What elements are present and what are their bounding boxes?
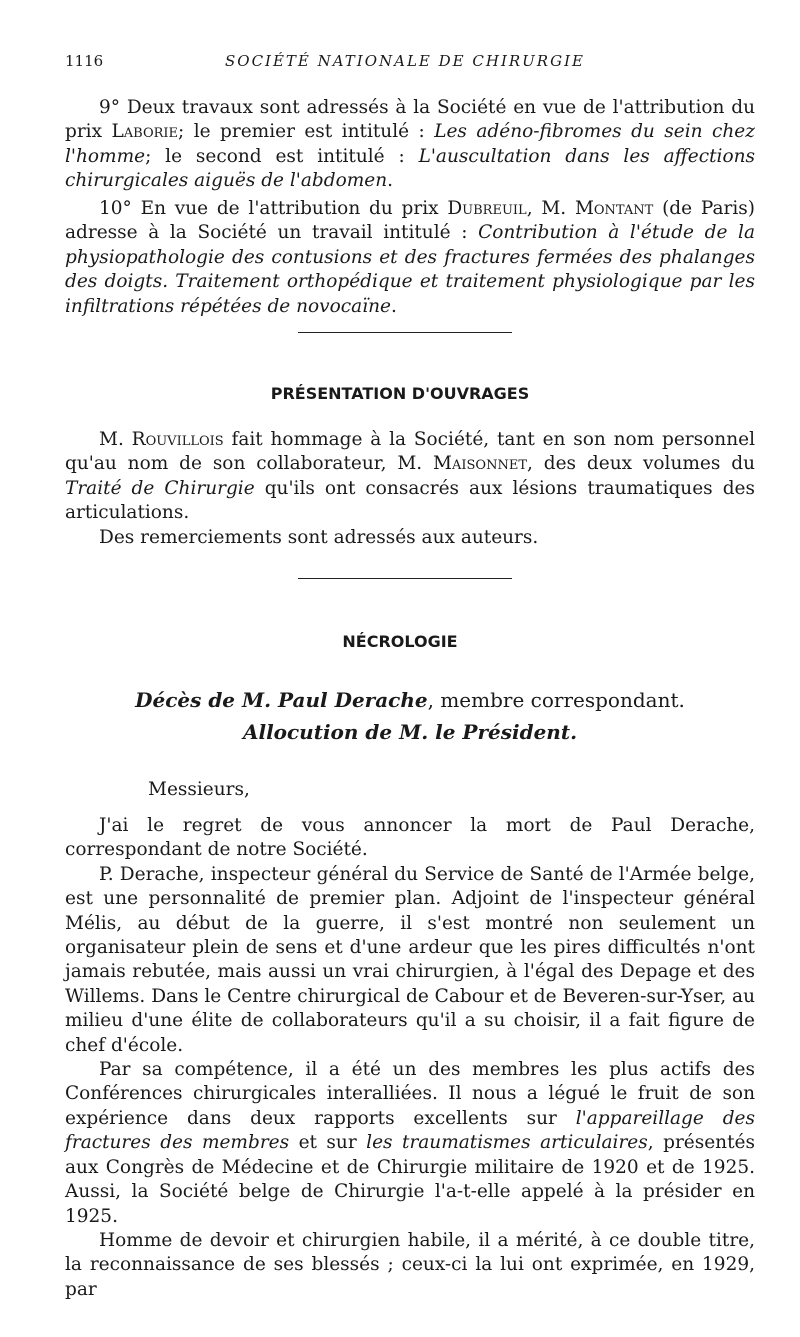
item-10-paragraph <box>65 197 755 319</box>
section-divider <box>298 578 512 579</box>
work-title: l'appareillage des fractures des membres <box>65 1107 755 1154</box>
salutation: Messieurs, <box>148 779 250 800</box>
text-run: , M. <box>526 198 575 219</box>
name-montant: Montant <box>574 198 654 219</box>
section-heading-necrologie: NÉCROLOGIE <box>342 632 458 651</box>
name-dubreuil: Dubreuil <box>447 198 527 219</box>
name-rouvillois: Rouvillois <box>131 429 224 450</box>
work-title: les traumatismes articulaires <box>366 1132 648 1154</box>
text-run: qu'ils ont consacrés aux lésions traumatiques des articulations. <box>65 477 755 524</box>
item-9-paragraph <box>65 96 755 194</box>
text-run: Par sa compétence, il a été un des membres les plus actifs des Conférences chirurgicales interalliées. Il nous a légué le fruit de son expérience dans deux rapports excellents sur <box>65 1059 755 1129</box>
section-heading-presentation: PRÉSENTATION D'OUVRAGES <box>270 384 530 403</box>
obituary-body <box>65 814 755 1302</box>
obituary-paragraph-3 <box>65 1058 755 1229</box>
text-run: . <box>387 170 394 192</box>
text-run: fait hommage à la Société, tant en son nom personnel qu'au nom de son collaborateur, M. <box>65 429 755 475</box>
page-number: 1116 <box>65 52 104 70</box>
name-laborie: Laborie <box>111 121 179 143</box>
obituary-paragraph-2: P. Derache, inspecteur général du Service de Santé de l'Armée belge, est une personnalité de premier plan. Adjoint de l'inspecteur général Mélis, au début de la guerre, il s'est montré non seulement un organisateur plein de sens et d'une ardeur que les pires difficultés n'ont jamais rebutée, mais aussi un vrai chirurgien, à l'égal des Depage et des Willems. Dans le Centre chirurgical de Cabour et de Beveren-sur-Yser, au milieu d'une élite de collaborateurs qu'il a su choisir, il a fait figure de chef d'école. <box>65 863 755 1056</box>
text-run: ; le premier est intitulé : <box>178 121 435 143</box>
obituary-paragraph-1: J'ai le regret de vous annoncer la mort de Paul Derache, correspondant de notre Société. <box>65 815 755 861</box>
text-run: 9° Deux travaux sont adressés à la Société en vue de l'attribution du prix <box>65 97 755 143</box>
obituary-paragraph-4: Homme de devoir et chirurgien habile, il a mérité, à ce double titre, la reconnaissance de ses blessés ; ceux-ci la lui ont exprimée, en 1929, par <box>65 1229 755 1300</box>
text-run: et sur <box>289 1132 367 1154</box>
work-title: Contribution à l'étude de la physiopathologie des contusions et des fractures fermées des phalanges des doigts. Traitement orthopédique et traitement physiologique par les infiltrations répétées de novocaïne <box>65 222 755 317</box>
journal-title: SOCIÉTÉ NATIONALE DE CHIRURGIE <box>225 52 585 70</box>
text-run: , présentés aux Congrès de Médecine et de Chirurgie militaire de 1920 et de 1925. Aussi, la Société belge de Chirurgie l'a-t-elle appelé à la présider en 1925. <box>65 1132 755 1227</box>
text-run: M. <box>99 429 132 450</box>
work-title: Les adéno-fibromes du sein chez l'homme <box>65 121 755 167</box>
obituary-title-name: Décès de M. Paul Derache <box>135 688 428 712</box>
presentation-paragraph <box>65 428 755 550</box>
obituary-title <box>65 684 755 748</box>
section-divider <box>298 332 512 333</box>
name-maisonnet: Maisonnet <box>433 453 527 475</box>
obituary-title-role: , membre correspondant. <box>427 688 685 712</box>
text-run: 10° En vue de l'attribution du prix <box>99 198 448 219</box>
text-run: , des deux volumes du <box>527 453 755 475</box>
book-title: Traité de Chirurgie <box>65 477 255 499</box>
work-title: L'auscultation dans les affections chirurgicales aiguës de l'abdomen <box>65 145 755 192</box>
running-head <box>65 52 745 76</box>
obituary-subtitle: Allocution de M. le Président. <box>242 720 578 744</box>
thanks-paragraph: Des remerciements sont adressés aux auteurs. <box>99 526 539 548</box>
text-run: ; le second est intitulé : <box>145 145 419 167</box>
text-run: (de Paris) adresse à la Société un travail intitulé : <box>65 198 755 244</box>
text-run: . <box>390 295 397 317</box>
